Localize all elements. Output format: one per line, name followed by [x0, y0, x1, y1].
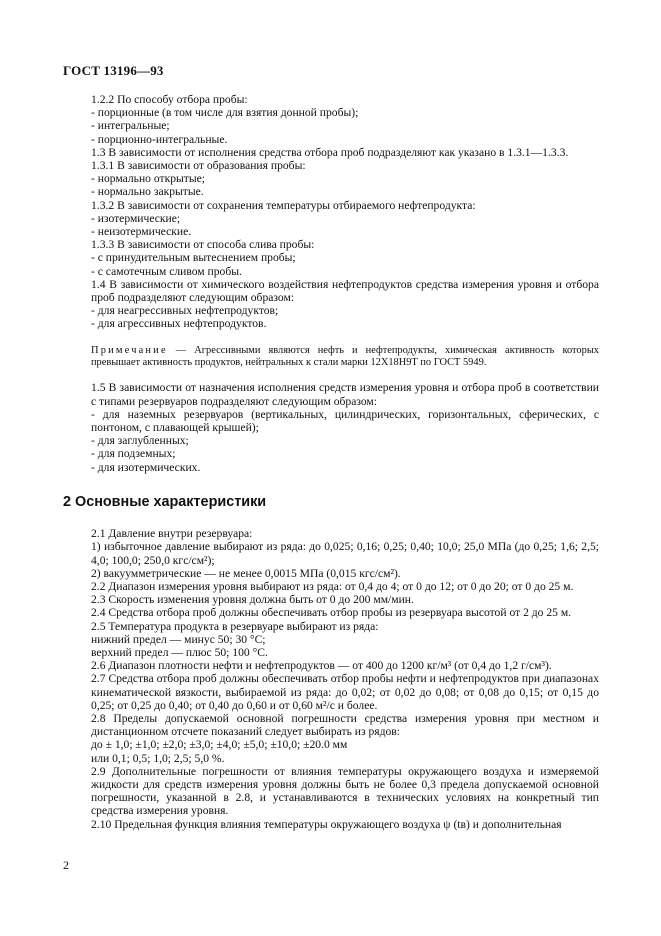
text-line: 2.5 Температура продукта в резервуаре выбирают из ряда:: [91, 619, 379, 633]
text-line: - с самотечным сливом пробы.: [91, 264, 242, 278]
text-line: - интегральные;: [91, 119, 170, 133]
text-line: - порционные (в том числе для взятия донной пробы);: [91, 106, 359, 120]
text-line: - нормально открытые;: [91, 172, 206, 186]
document-header: ГОСТ 13196—93: [63, 63, 164, 78]
document-body: [63, 93, 599, 831]
section-2-body: [91, 527, 599, 831]
text-line: 1.5 В зависимости от назначения исполнения средств измерения уровня и отбора проб в соответствии с типами резервуаров подразделяют следующим образом:: [91, 381, 599, 408]
text-line: - для агрессивных нефтепродуктов.: [91, 317, 267, 331]
text-line: верхний предел — плюс 50; 100 °С.: [91, 645, 268, 659]
note-text: — Агрессивными являются нефть и нефтепродукты, химическая активность которых превышает активность продуктов, нейтральных к стали марки 12Х18Н9Т по ГОСТ 5949.: [91, 344, 599, 369]
text-line: - для подземных;: [91, 447, 176, 461]
text-line: - неизотермические.: [91, 225, 192, 239]
text-line: - для наземных резервуаров (вертикальных, цилиндрических, горизонтальных, сферических, с понтоном, с плавающей крышей);: [91, 407, 599, 435]
text-line: - для заглубленных;: [91, 434, 189, 448]
text-line: 2.2 Диапазон измерения уровня выбирают из ряда: от 0,4 до 4; от 0 до 12; от 0 до 20; от 0 до 25 м.: [91, 579, 574, 593]
text-line: 2.4 Средства отбора проб должны обеспечивать отбор пробы из резервуара высотой от 2 до 25 м.: [91, 606, 572, 620]
note-label: Примечание: [91, 344, 168, 356]
text-line: 2.7 Средства отбора проб должны обеспечивать отбор пробы нефти и нефтепродуктов при диапазонах кинематической вязкости, выбираемой из ряда: до 0,02; от 0,02 до 0,08; от 0,08 до 0,15; от 0,15 до 0,25; от 0,25 до 0,40; от 0,40 до 0,60 и от 0,60 м²/с и более.: [91, 672, 599, 712]
text-line: 1.4 В зависимости от химического воздействия нефтепродуктов средства измерения уровня и отбора проб подразделяют следующим образом:: [91, 277, 599, 305]
section-1-5: [91, 381, 599, 473]
text-line: - порционно-интегральные.: [91, 132, 228, 146]
text-line: 2.9 Дополнительные погрешности от влияния температуры окружающего воздуха и измеряемой жидкости для средств измерения уровня должны быть не более 0,3 предела допускаемой основной погрешности, указанной в 2.8, и устанавливаются в технических условиях на конкретный тип средства измерения уровня.: [91, 764, 599, 818]
text-line: - с принудительным вытеснением пробы;: [91, 251, 296, 265]
text-line: - изотермические;: [91, 211, 181, 225]
text-line: 1.3 В зависимости от исполнения средства отбора проб подразделяют как указано в 1.3.1—1.3.3.: [91, 145, 569, 159]
text-line: 1) избыточное давление выбирают из ряда: до 0,025; 0,16; 0,25; 0,40; 10,0; 25,0 МПа (до 0,25; 1,6; 2,5; 4,0; 100,0; 250,0 кгс/см²);: [91, 540, 599, 567]
text-line: 2.6 Диапазон плотности нефти и нефтепродуктов — от 400 до 1200 кг/м³ (от 0,4 до 1,2 г/см³).: [91, 659, 552, 673]
text-line: 1.3.3 В зависимости от способа слива пробы:: [91, 238, 315, 252]
text-line: нижний предел — минус 50; 30 °С;: [91, 632, 266, 646]
text-line: 2.10 Предельная функция влияния температуры окружающего воздуха ψ (tв) и дополнительная: [91, 817, 562, 831]
text-line: - нормально закрытые.: [91, 185, 204, 199]
section-1-continuation: [91, 93, 599, 331]
text-line: 1.3.2 В зависимости от сохранения температуры отбираемого нефтепродукта:: [91, 198, 476, 212]
text-line: 1.3.1 В зависимости от образования пробы:: [91, 159, 306, 173]
text-line: или 0,1; 0,5; 1,0; 2,5; 5,0 %.: [91, 751, 225, 765]
text-line: 1.2.2 По способу отбора пробы:: [91, 93, 248, 106]
text-line: - для изотермических.: [91, 460, 201, 474]
section-2-title: 2 Основные характеристики: [63, 493, 267, 510]
text-line: 2.3 Скорость изменения уровня должна быть от 0 до 200 мм/мин.: [91, 593, 414, 607]
note-paragraph: [91, 345, 599, 370]
text-line: 2.8 Пределы допускаемой основной погрешности средства измерения уровня при местном и дистанционном отсчете показаний следует выбирать из рядов:: [91, 711, 599, 739]
page-number: 2: [63, 858, 69, 872]
text-line: - для неагрессивных нефтепродуктов;: [91, 304, 279, 318]
text-line: до ± 1,0; ±1,0; ±2,0; ±3,0; ±4,0; ±5,0; ±10,0; ±20.0 мм: [91, 738, 348, 752]
text-line: 2.1 Давление внутри резервуара:: [91, 527, 253, 541]
text-line: 2) вакуумметрические — не менее 0,0015 МПа (0,015 кгс/см²).: [91, 566, 401, 580]
